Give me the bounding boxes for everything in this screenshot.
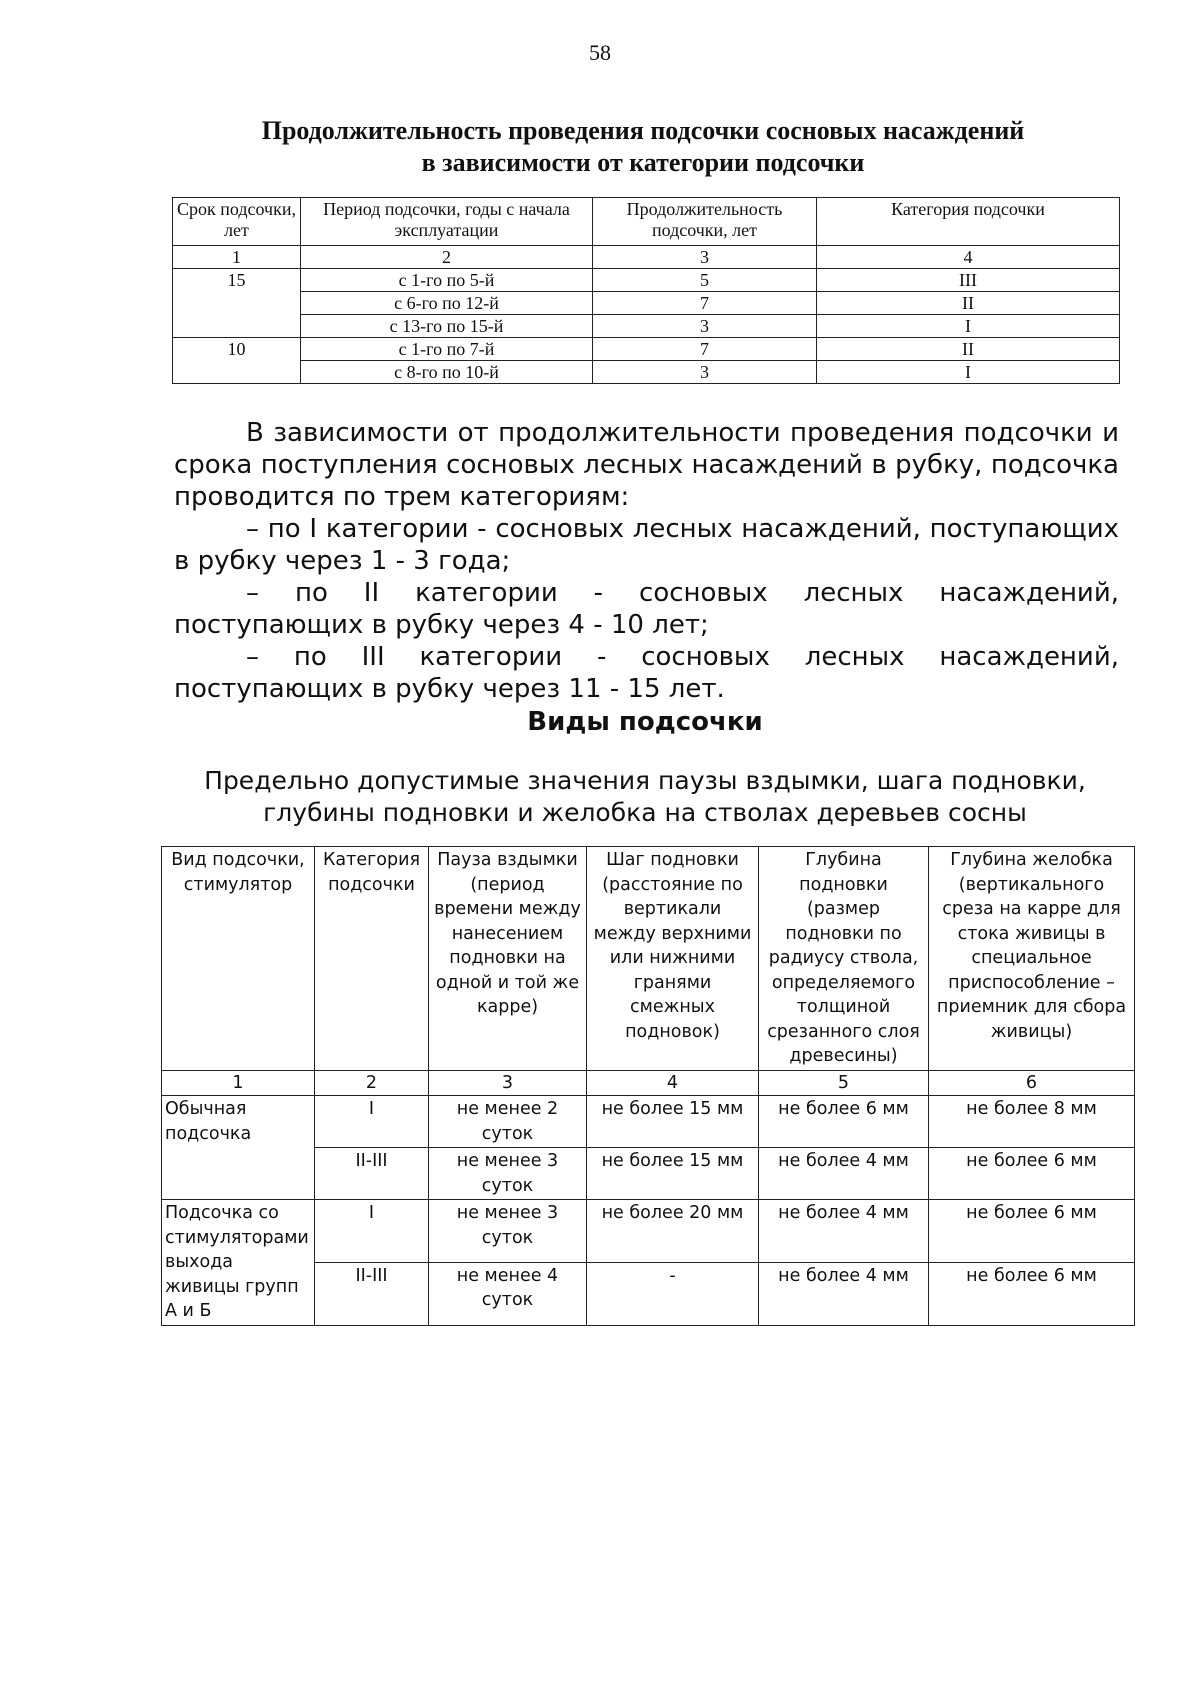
table-header-row bbox=[162, 847, 1135, 1071]
table1-title-line2: в зависимости от категории подсочки bbox=[421, 148, 865, 177]
column-header: Вид подсочки, стимулятор bbox=[162, 847, 315, 1071]
column-number: 4 bbox=[817, 246, 1120, 269]
table2-title-line1: Предельно допустимые значения паузы вздымки, шага подновки, bbox=[204, 766, 1086, 795]
table-row bbox=[162, 1096, 1135, 1148]
column-header: Глубина подновки (размер подновки по радиусу ствола, определяемого толщиной срезанного слоя древесины) bbox=[759, 847, 929, 1071]
term-cell: 15 bbox=[173, 269, 301, 338]
duration-cell: 7 bbox=[593, 292, 817, 315]
body-paragraph: В зависимости от продолжительности проведения подсочки и срока поступления сосновых лесных насаждений в рубку, подсочка проводится по трем категориям: bbox=[174, 418, 1119, 512]
table-header-row bbox=[173, 198, 1120, 246]
page-number: 58 bbox=[589, 40, 611, 65]
column-number: 5 bbox=[759, 1070, 929, 1096]
table2-title bbox=[160, 765, 1130, 829]
category-cell: II-III bbox=[315, 1148, 429, 1200]
column-number-row bbox=[173, 246, 1120, 269]
category-cell: II bbox=[817, 292, 1120, 315]
table-row bbox=[173, 338, 1120, 361]
category-cell: II bbox=[817, 338, 1120, 361]
body-text bbox=[174, 417, 1119, 705]
step-cell: - bbox=[587, 1262, 759, 1325]
column-number: 4 bbox=[587, 1070, 759, 1096]
category-cell: III bbox=[817, 269, 1120, 292]
pause-cell: не менее 3 суток bbox=[429, 1200, 587, 1263]
tapping-duration-table bbox=[172, 197, 1120, 384]
column-header: Категория подсочки bbox=[817, 198, 1120, 246]
duration-cell: 5 bbox=[593, 269, 817, 292]
pause-cell: не менее 4 суток bbox=[429, 1262, 587, 1325]
period-cell: с 8-го по 10-й bbox=[301, 361, 593, 384]
groove-cell: не более 8 мм bbox=[929, 1096, 1135, 1148]
groove-cell: не более 6 мм bbox=[929, 1262, 1135, 1325]
column-number: 1 bbox=[173, 246, 301, 269]
column-header: Срок подсочки, лет bbox=[173, 198, 301, 246]
table1-title bbox=[170, 115, 1116, 179]
step-cell: не более 15 мм bbox=[587, 1096, 759, 1148]
tapping-type-cell: Обычная подсочка bbox=[162, 1096, 315, 1200]
duration-cell: 3 bbox=[593, 315, 817, 338]
table-row bbox=[173, 361, 1120, 384]
column-number: 2 bbox=[301, 246, 593, 269]
table-row bbox=[173, 315, 1120, 338]
column-header: Продолжительность подсочки, лет bbox=[593, 198, 817, 246]
table-row bbox=[173, 269, 1120, 292]
category-cell: I bbox=[817, 361, 1120, 384]
column-number: 6 bbox=[929, 1070, 1135, 1096]
duration-cell: 3 bbox=[593, 361, 817, 384]
list-item: – по I категории - сосновых лесных насаждений, поступающих в рубку через 1 - 3 года; bbox=[174, 514, 1119, 576]
depth-cell: не более 4 мм bbox=[759, 1200, 929, 1263]
pause-cell: не менее 3 суток bbox=[429, 1148, 587, 1200]
duration-cell: 7 bbox=[593, 338, 817, 361]
category-cell: I bbox=[315, 1096, 429, 1148]
depth-cell: не более 4 мм bbox=[759, 1148, 929, 1200]
column-number: 1 bbox=[162, 1070, 315, 1096]
column-number: 3 bbox=[429, 1070, 587, 1096]
period-cell: с 1-го по 5-й bbox=[301, 269, 593, 292]
category-cell: I bbox=[817, 315, 1120, 338]
column-number: 2 bbox=[315, 1070, 429, 1096]
period-cell: с 13-го по 15-й bbox=[301, 315, 593, 338]
step-cell: не более 15 мм bbox=[587, 1148, 759, 1200]
section-heading: Виды подсочки bbox=[527, 707, 763, 737]
column-header: Категория подсочки bbox=[315, 847, 429, 1071]
table2-title-line2: глубины подновки и желобка на стволах деревьев сосны bbox=[263, 798, 1027, 827]
table1-title-line1: Продолжительность проведения подсочки сосновых насаждений bbox=[261, 116, 1025, 145]
list-item: – по II категории - сосновых лесных насаждений, поступающих в рубку через 4 - 10 лет; bbox=[174, 578, 1119, 640]
category-cell: I bbox=[315, 1200, 429, 1263]
pause-cell: не менее 2 суток bbox=[429, 1096, 587, 1148]
table-row bbox=[173, 292, 1120, 315]
column-header: Период подсочки, годы с начала эксплуатации bbox=[301, 198, 593, 246]
groove-cell: не более 6 мм bbox=[929, 1200, 1135, 1263]
column-number: 3 bbox=[593, 246, 817, 269]
column-header: Глубина желобка (вертикального среза на карре для стока живицы в специальное приспособление – приемник для сбора живицы) bbox=[929, 847, 1135, 1071]
table-row bbox=[162, 1200, 1135, 1263]
category-cell: II-III bbox=[315, 1262, 429, 1325]
period-cell: с 1-го по 7-й bbox=[301, 338, 593, 361]
column-header: Шаг подновки (расстояние по вертикали между верхними или нижними гранями смежных подновок) bbox=[587, 847, 759, 1071]
period-cell: с 6-го по 12-й bbox=[301, 292, 593, 315]
tapping-limits-table bbox=[161, 846, 1135, 1326]
depth-cell: не более 4 мм bbox=[759, 1262, 929, 1325]
depth-cell: не более 6 мм bbox=[759, 1096, 929, 1148]
list-item: – по III категории - сосновых лесных насаждений, поступающих в рубку через 11 - 15 лет. bbox=[174, 642, 1119, 704]
term-cell: 10 bbox=[173, 338, 301, 384]
column-number-row bbox=[162, 1070, 1135, 1096]
groove-cell: не более 6 мм bbox=[929, 1148, 1135, 1200]
column-header: Пауза вздымки (период времени между нанесением подновки на одной и той же карре) bbox=[429, 847, 587, 1071]
tapping-type-cell: Подсочка со стимуляторами выхода живицы групп А и Б bbox=[162, 1200, 315, 1326]
step-cell: не более 20 мм bbox=[587, 1200, 759, 1263]
